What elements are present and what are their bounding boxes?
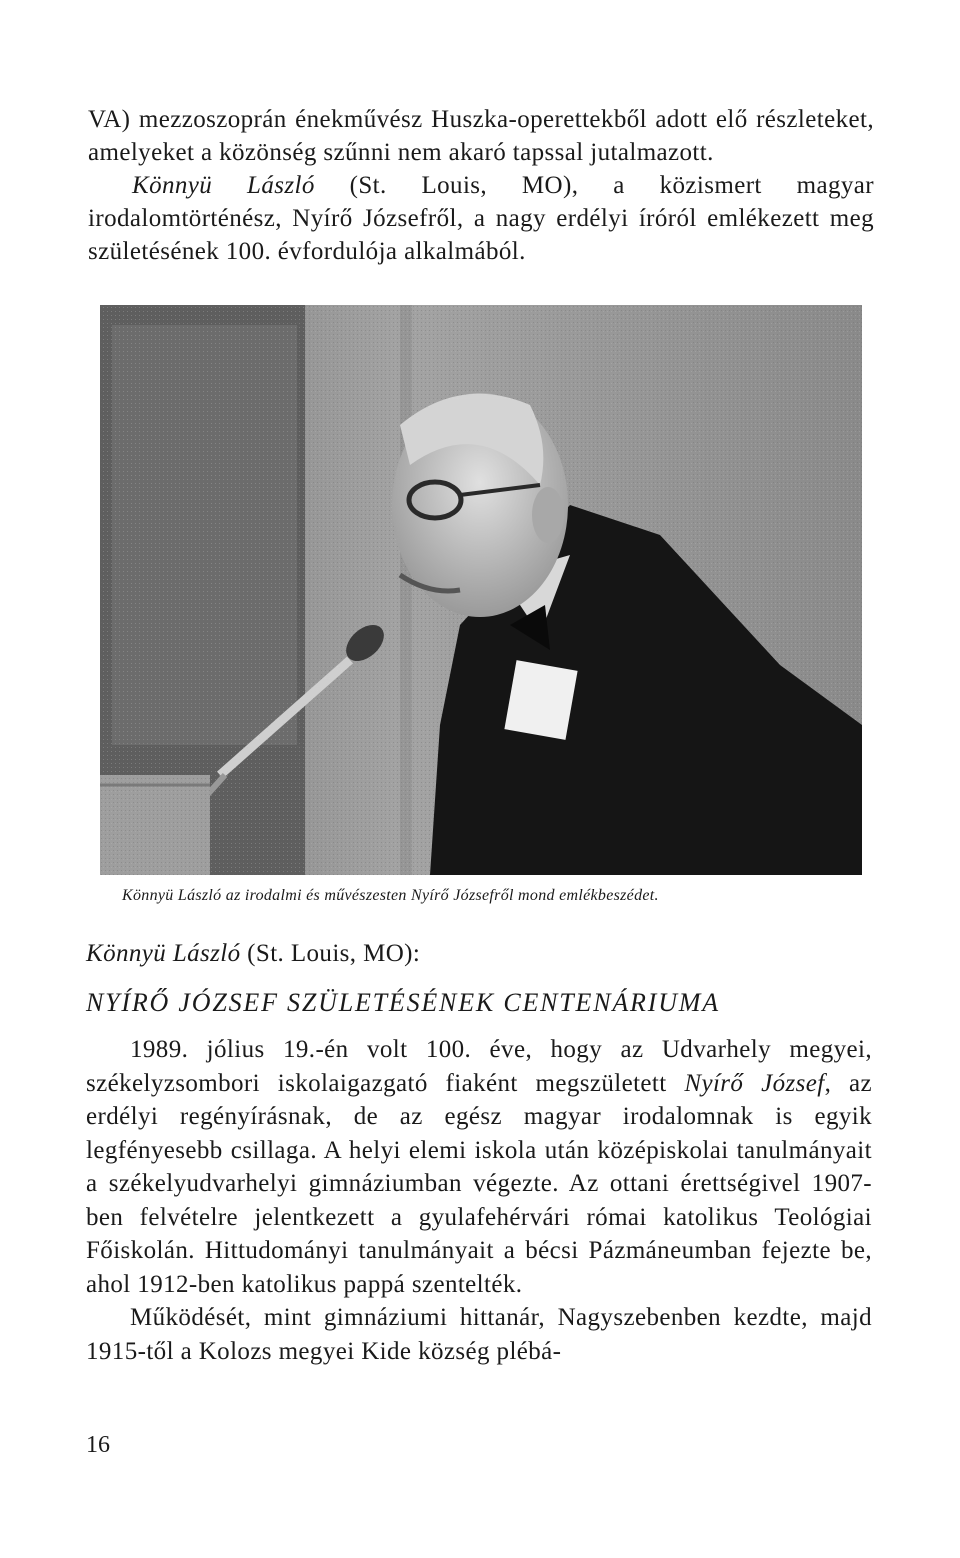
author-name: Könnyü László [132, 172, 315, 199]
byline-name: Könnyü László [86, 940, 241, 967]
subject-name: Nyírő József [684, 1069, 825, 1097]
page-number: 16 [86, 1432, 110, 1458]
byline-location: (St. Louis, MO): [240, 940, 421, 967]
body-paragraph-1-b: , az erdélyi regényírásnak, de az egész magyar irodalomnak is egyik legfényesebb csillaga. A helyi elemi iskola után középiskolai tanulmányait a székelyudvarhelyi gimnáziumban végezte. Az ottani érettségivel 1907-ben felvételre jelentkezett a gyulafehérvári római katolikus Teológiai Főiskolán. Hittudományi tanulmányait a bécsi Pázmáneumban fejezte be, ahol 1912-ben katolikus pappá szentelték. [86, 1069, 872, 1298]
article-title: NYÍRŐ JÓZSEF SZÜLETÉSÉNEK CENTENÁRIUMA [86, 988, 720, 1017]
intro-paragraph-2-text: (St. Louis, MO), a közismert magyar irodalomtörténész, Nyírő Józsefről, a nagy erdélyi íróról emlékezett meg születésének 100. évfordulója alkalmából. [88, 172, 874, 265]
intro-paragraph-1: VA) mezzoszoprán énekművész Huszka-operettekből adott elő részleteket, amelyeket a közönség szűnni nem akaró tapssal jutalmazott. [88, 106, 874, 166]
body-paragraph-2: Működését, mint gimnáziumi hittanár, Nagyszebenben kezdte, majd 1915-től a Kolozs megyei Kide község plébá- [86, 1304, 872, 1365]
body-paragraph-1 [86, 1033, 872, 1301]
speaker-photo [100, 305, 862, 875]
intro-text [88, 103, 874, 268]
photo-caption: Könnyü László az irodalmi és művészesten Nyírő Józsefről mond emlékbeszédet. [122, 887, 659, 904]
article-byline [86, 940, 420, 968]
speaker-at-podium-photo-icon [100, 305, 862, 875]
intro-paragraph-2 [88, 169, 874, 268]
article-body [86, 1033, 872, 1368]
body-paragraph-1-a: 1989. jólius 19.-én volt 100. éve, hogy az Udvarhely megyei, székelyzsombori iskolaigazgató fiaként megszületett [86, 1036, 872, 1097]
